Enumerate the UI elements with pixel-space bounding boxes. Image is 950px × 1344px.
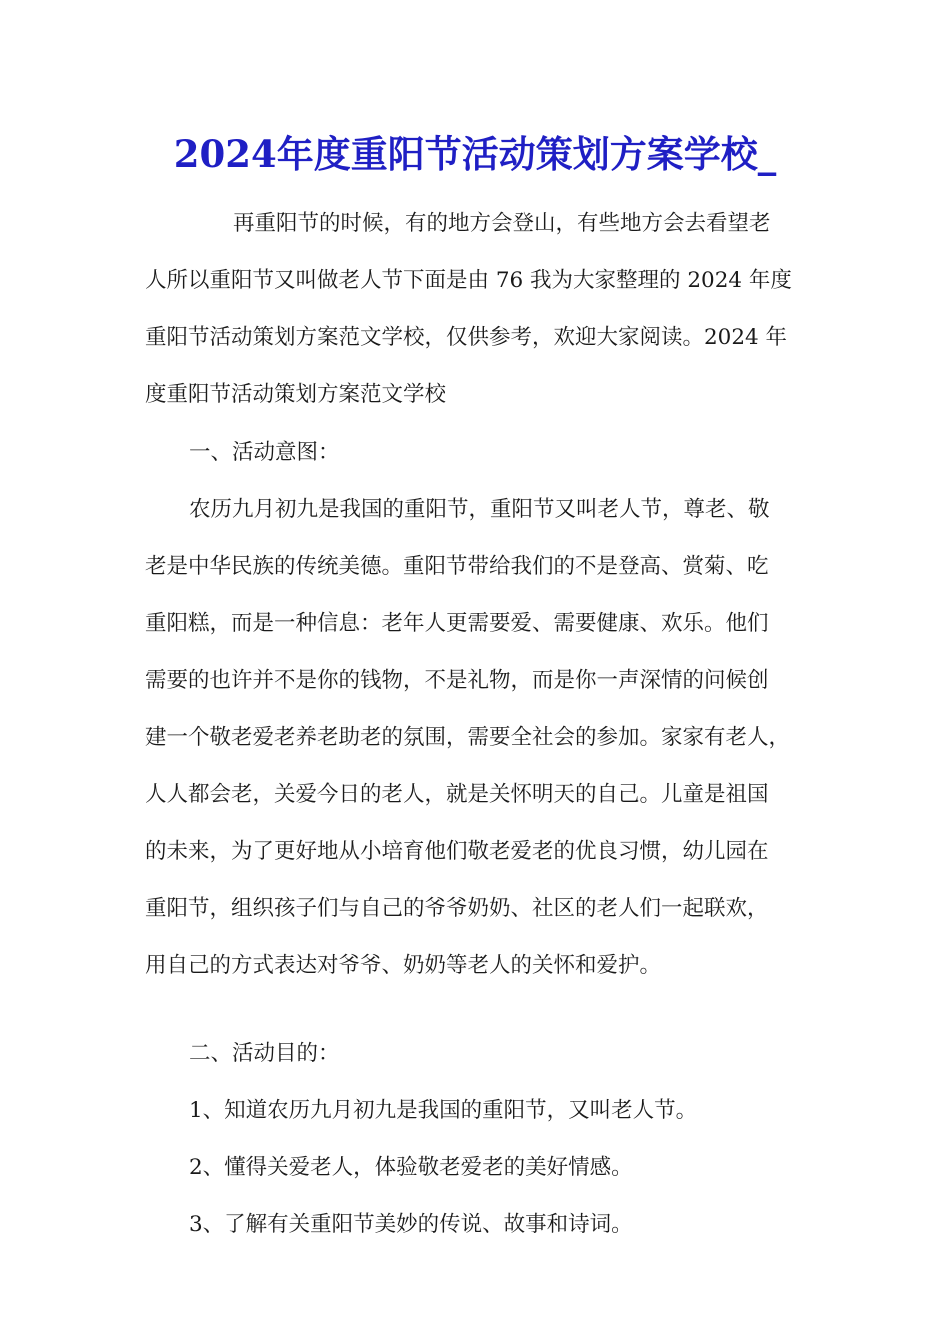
paragraph-line: 重阳糕，而是一种信息：老年人更需要爱、需要健康、欢乐。他们 [145,611,769,636]
paragraph-line: 的未来，为了更好地从小培育他们敬老爱老的优良习惯，幼儿园在 [145,839,769,864]
list-item: 2、懂得关爱老人，体验敬老爱老的美好情感。 [189,1155,633,1180]
paragraph-line: 重阳节，组织孩子们与自己的爷爷奶奶、社区的老人们一起联欢， [145,896,769,921]
paragraph-line: 人人都会老，关爱今日的老人，就是关怀明天的自己。儿童是祖国 [145,782,769,807]
section-heading [145,424,815,481]
paragraph-line: 用自己的方式表达对爷爷、奶奶等老人的关怀和爱护。 [145,953,662,978]
list-item: 1、知道农历九月初九是我国的重阳节，又叫老人节。 [189,1098,698,1123]
intro-line: 再重阳节的时候，有的地方会登山，有些地方会去看望老 [233,211,771,236]
section-1-heading: 一、活动意图： [189,440,340,465]
paragraph-line: 建一个敬老爱老养老助老的氛围，需要全社会的参加。家家有老人， [145,725,791,750]
section-1-paragraph [145,481,815,994]
intro-line: 重阳节活动策划方案范文学校，仅供参考，欢迎大家阅读。2024 年 [145,325,788,350]
section-2-list [145,1082,815,1253]
paragraph-line: 农历九月初九是我国的重阳节，重阳节又叫老人节，尊老、敬 [189,497,770,522]
section-heading [145,1025,815,1082]
paragraph-line: 老是中华民族的传统美德。重阳节带给我们的不是登高、赏菊、吃 [145,554,769,579]
document-title: 2024年度重阳节活动策划方案学校_ [173,132,777,176]
intro-line: 度重阳节活动策划方案范文学校 [145,382,447,407]
list-item: 3、了解有关重阳节美妙的传说、故事和诗词。 [189,1212,633,1237]
section-2-heading: 二、活动目的： [189,1041,340,1066]
paragraph-line: 需要的也许并不是你的钱物，不是礼物，而是你一声深情的问候创 [145,668,769,693]
intro-paragraph [145,195,815,423]
intro-line: 人所以重阳节又叫做老人节下面是由 76 我为大家整理的 2024 年度 [145,268,792,293]
